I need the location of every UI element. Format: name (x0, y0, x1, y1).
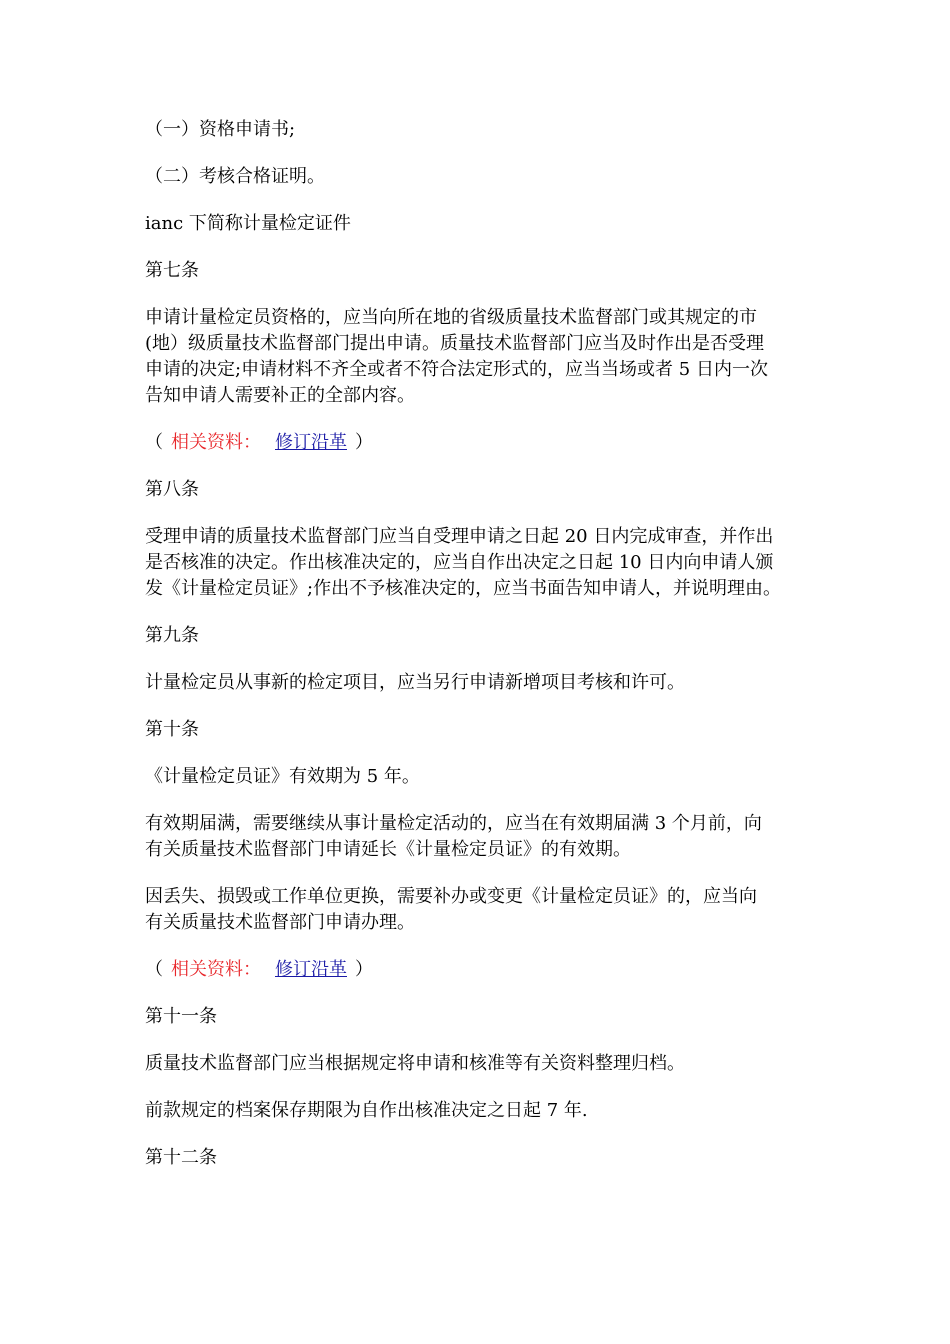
article-heading-8 (145, 477, 815, 503)
article-10-body-1 (145, 764, 815, 790)
related-info-2 (145, 957, 815, 983)
text-line: 《计量检定员证》有效期为 5 年。 (145, 766, 420, 787)
article-10-body-2 (145, 811, 815, 863)
paragraph-abbrev (145, 211, 815, 237)
text-line: (地）级质量技术监督部门提出申请。质量技术监督部门应当及时作出是否受理 (145, 333, 765, 354)
text-line: 第十二条 (145, 1147, 217, 1168)
text-line: 申请的决定;申请材料不齐全或者不符合法定形式的，应当当场或者 5 日内一次 (145, 359, 768, 380)
text-line: 有关质量技术监督部门申请办理。 (145, 912, 415, 933)
related-info-1 (145, 430, 815, 456)
text-line: 计量检定员从事新的检定项目，应当另行申请新增项目考核和许可。 (145, 672, 685, 693)
text-line: ianc 下简称计量检定证件 (145, 213, 351, 234)
revision-history-link[interactable]: 修订沿革 (275, 959, 347, 980)
text-line: 告知申请人需要补正的全部内容。 (145, 385, 415, 406)
text-line: 第九条 (145, 625, 199, 646)
text-line: （二）考核合格证明。 (145, 166, 325, 187)
text-line: 有效期届满，需要继续从事计量检定活动的，应当在有效期届满 3 个月前，向 (145, 813, 762, 834)
close-paren: ） (355, 959, 373, 980)
article-heading-11 (145, 1004, 815, 1030)
close-paren: ） (355, 432, 373, 453)
paragraph-item-2 (145, 164, 815, 190)
paragraph-item-1 (145, 117, 815, 143)
text-line: 第十条 (145, 719, 199, 740)
text-line: 有关质量技术监督部门申请延长《计量检定员证》的有效期。 (145, 839, 631, 860)
article-10-body-3 (145, 884, 815, 936)
article-7-body (145, 305, 815, 409)
article-heading-7 (145, 258, 815, 284)
article-11-body-1 (145, 1051, 815, 1077)
text-line: 受理申请的质量技术监督部门应当自受理申请之日起 20 日内完成审查，并作出 (145, 526, 774, 547)
text-line: 第七条 (145, 260, 199, 281)
article-8-body (145, 524, 815, 602)
document-page (145, 117, 815, 1192)
open-paren: （ (145, 959, 163, 980)
text-line: 因丢失、损毁或工作单位更换，需要补办或变更《计量检定员证》的，应当向 (145, 886, 757, 907)
text-line: 质量技术监督部门应当根据规定将申请和核准等有关资料整理归档。 (145, 1053, 685, 1074)
text-line: 是否核准的决定。作出核准决定的，应当自作出决定之日起 10 日内向申请人颁 (145, 552, 774, 573)
article-heading-12 (145, 1145, 815, 1171)
text-line: 申请计量检定员资格的，应当向所在地的省级质量技术监督部门或其规定的市 (145, 307, 757, 328)
text-line: 前款规定的档案保存期限为自作出核准决定之日起 7 年. (145, 1100, 588, 1121)
text-line: 发《计量检定员证》;作出不予核准决定的，应当书面告知申请人，并说明理由。 (145, 578, 782, 599)
text-line: 第八条 (145, 479, 199, 500)
related-info-label: 相关资料： (171, 432, 261, 453)
article-11-body-2 (145, 1098, 815, 1124)
article-heading-9 (145, 623, 815, 649)
article-9-body (145, 670, 815, 696)
text-line: 第十一条 (145, 1006, 217, 1027)
related-info-label: 相关资料： (171, 959, 261, 980)
text-line: （一）资格申请书; (145, 119, 296, 140)
revision-history-link[interactable]: 修订沿革 (275, 432, 347, 453)
article-heading-10 (145, 717, 815, 743)
open-paren: （ (145, 432, 163, 453)
